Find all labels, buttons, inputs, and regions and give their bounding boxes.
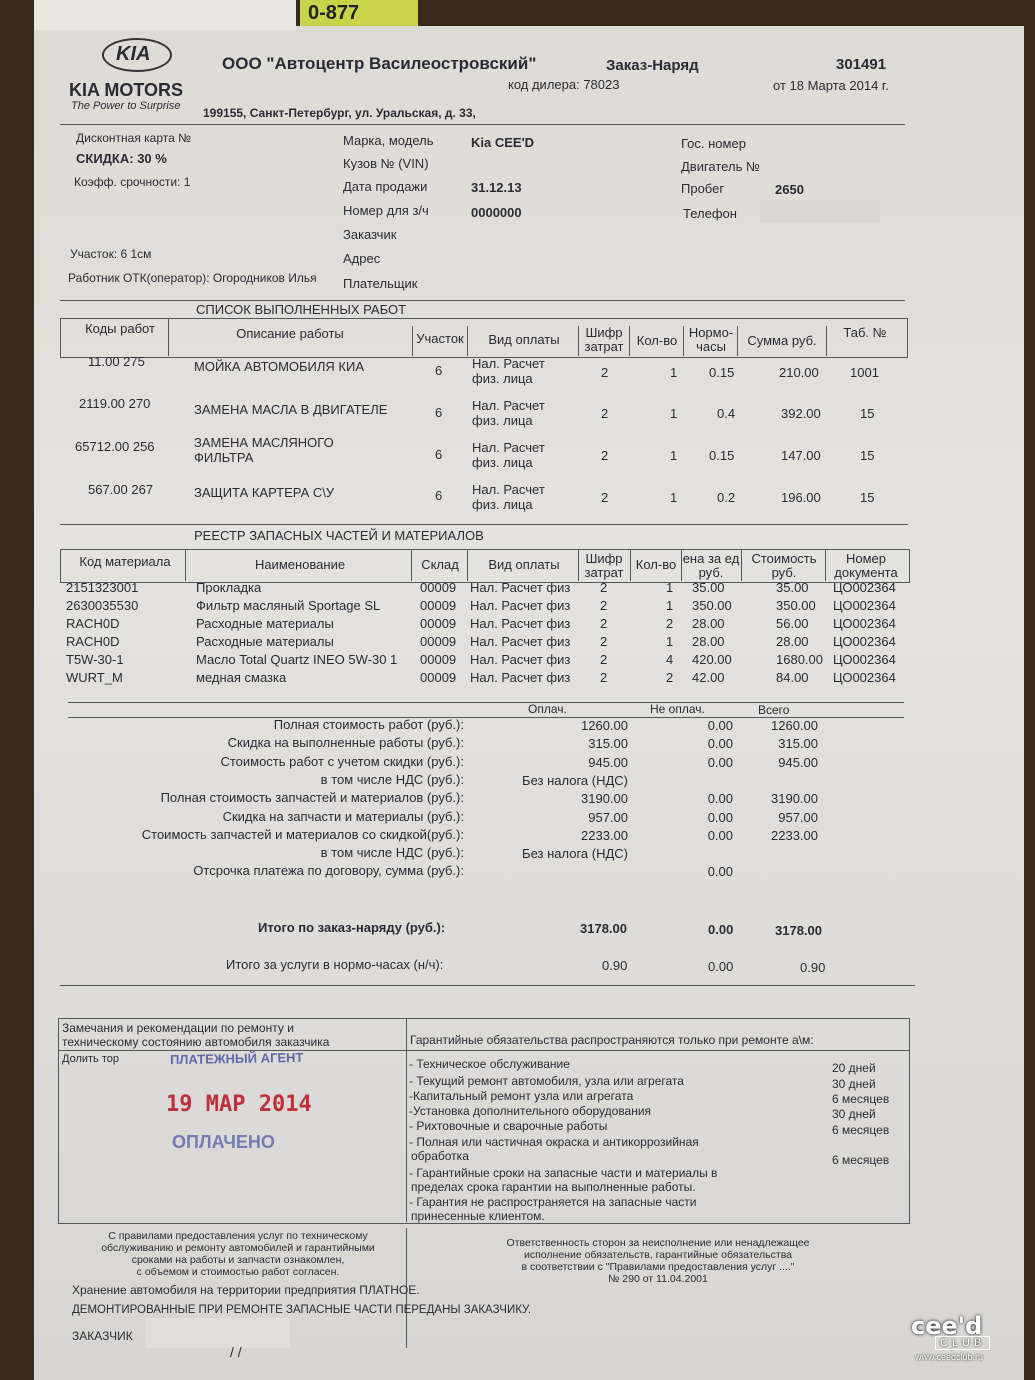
address-label: Адрес <box>343 251 381 266</box>
warranty-item-text2: принесенные клиентом. <box>411 1209 545 1223</box>
document-type: Заказ-Наряд <box>606 57 699 74</box>
totals-col-unpaid: Не оплач. <box>650 702 705 716</box>
totals-paid: Без налога (НДС) <box>522 772 628 788</box>
stamp-paid: ОПЛАЧЕНО <box>172 1132 275 1152</box>
totals-all: 2233.00 <box>771 827 818 843</box>
parts-cell-cost: 84.00 <box>776 670 809 685</box>
parts-cell-code: WURT_M <box>66 670 123 685</box>
parts-cell-cost: 35.00 <box>776 580 809 595</box>
parts-cell-price: 28.00 <box>692 634 725 649</box>
grand-total-unpaid: 0.00 <box>708 922 734 937</box>
parts-cell-doc: ЦО002364 <box>833 634 896 649</box>
club-url: www.ceedclub.ru <box>915 1352 984 1362</box>
footer-right-line: № 290 от 11.04.2001 <box>608 1273 708 1285</box>
totals-label: в том числе НДС (руб.): <box>320 845 464 861</box>
parts-cell-qty: 1 <box>666 634 674 649</box>
parts-col-cost: Стоимость руб. <box>751 551 817 580</box>
parts-cell-price: 420.00 <box>692 652 732 667</box>
totals-paid: 2233.00 <box>581 827 628 843</box>
parts-cell-cipher: 2 <box>600 616 608 631</box>
warranty-term: 30 дней <box>832 1077 876 1091</box>
parts-col-cipher: Шифр затрат <box>584 551 624 580</box>
grand-total-paid: 3178.00 <box>580 921 627 936</box>
make-label: Марка, модель <box>343 133 434 148</box>
parts-cell-qty: 2 <box>666 670 674 685</box>
parts-col-store: Склад <box>421 557 459 572</box>
document-number: 301491 <box>836 56 887 73</box>
ceed-logo: cee'd <box>911 1312 983 1340</box>
works-col-desc: Описание работы <box>236 326 344 341</box>
parts-cell-doc: ЦО002364 <box>833 598 896 613</box>
parts-cell-code: 2151323001 <box>66 580 139 595</box>
parts-cell-name: Расходные материалы <box>196 634 334 649</box>
parts-cell-price: 35.00 <box>692 580 725 595</box>
hours-total-label: Итого за услуги в нормо-часах (н/ч): <box>226 957 444 972</box>
totals-unpaid: 0.00 <box>707 718 733 733</box>
warranty-item-text: -Установка дополнительного оборудования <box>409 1104 652 1118</box>
dismantled-note: ДЕМОНТИРОВАННЫЕ ПРИ РЕМОНТЕ ЗАПАСНЫЕ ЧАСТИ ПЕРЕДАНЫ ЗАКАЗЧИКУ. <box>72 1304 532 1316</box>
grand-total-label: Итого по заказ-наряду (руб.): <box>258 920 446 935</box>
parts-cell-pay: Нал. Расчет физ <box>470 652 571 667</box>
parts-cell-pay: Нал. Расчет физ <box>470 616 571 631</box>
parts-cell-code: RACH0D <box>66 634 120 649</box>
parts-cell-cost: 28.00 <box>776 634 809 649</box>
parts-cell-store: 00009 <box>420 670 457 685</box>
customer-label: Заказчик <box>343 227 397 242</box>
parts-col-name: Наименование <box>254 557 346 572</box>
storage-note: Хранение автомобиля на территории предприятия ПЛАТНОЕ. <box>72 1283 420 1297</box>
sale-date-value: 31.12.13 <box>471 180 522 195</box>
works-top-line <box>60 300 905 301</box>
company-address: 199155, Санкт-Петербург, ул. Уральская, д. 33, <box>203 106 476 120</box>
footer-right-note <box>458 1237 858 1285</box>
kia-logo <box>102 38 172 72</box>
hours-total-all: 0.90 <box>800 960 826 975</box>
mileage-label: Пробег <box>681 181 725 196</box>
totals-label: Стоимость запчастей и материалов со скидкой(руб.): <box>141 826 464 842</box>
totals-unpaid: 0.00 <box>707 791 733 807</box>
parts-cell-doc: ЦО002364 <box>833 652 896 667</box>
warranty-item-text: -Капитальный ремонт узла или агрегата <box>409 1089 634 1103</box>
brand-name: KIA MOTORS <box>69 80 184 100</box>
parts-cell-store: 00009 <box>420 616 457 631</box>
parts-cell-cost: 1680.00 <box>776 652 823 667</box>
totals-bottom-line <box>60 985 915 986</box>
totals-label: Полная стоимость работ (руб.): <box>273 717 464 732</box>
work-section: Участок: 6 1см <box>70 247 152 261</box>
ceed-club-watermark <box>905 1312 1023 1366</box>
totals-label: Полная стоимость запчастей и материалов (руб.): <box>160 790 464 806</box>
footer-left-line: обслуживанию и ремонту автомобилей и гарантийными <box>101 1242 375 1254</box>
part-number-label: Номер для з/ч <box>343 203 429 218</box>
mileage-value: 2650 <box>775 182 804 197</box>
works-col-pay: Вид оплаты <box>488 332 560 347</box>
top-left-strip <box>34 0 296 30</box>
totals-paid: 315.00 <box>588 736 628 752</box>
parts-cell-price: 28.00 <box>692 616 725 631</box>
warranty-term: 20 дней <box>832 1061 876 1075</box>
warranty-term: 6 месяцев <box>832 1092 890 1106</box>
footer-right-line: исполнение обязательств, гарантийные обязательства <box>523 1249 792 1261</box>
parts-cell-cost: 56.00 <box>776 616 809 631</box>
plate-label: Гос. номер <box>681 136 746 151</box>
works-col-cipher: Шифр затрат <box>584 325 624 354</box>
parts-cell-store: 00009 <box>420 580 457 595</box>
parts-cell-doc: ЦО002364 <box>833 670 896 685</box>
totals-all: 945.00 <box>778 754 818 770</box>
warranty-item-text: - Полная или частичная окраска и антикоррозийная <box>409 1135 699 1149</box>
parts-cell-name: Фильтр масляный Sportage SL <box>196 598 381 613</box>
works-col-code: Коды работ <box>85 321 155 336</box>
redacted-phone <box>760 200 880 222</box>
totals-label: в том числе НДС (руб.): <box>320 771 464 787</box>
sale-date-label: Дата продажи <box>343 179 428 194</box>
parts-cell-pay: Нал. Расчет физ <box>470 634 571 649</box>
sticker-number: 0-877 <box>308 2 360 24</box>
works-col-sect: Участок <box>416 331 464 346</box>
parts-cell-cipher: 2 <box>600 580 608 595</box>
parts-cell-code: 2630035530 <box>66 598 139 613</box>
urgency-coef: Коэфф. срочности: 1 <box>74 175 191 189</box>
parts-cell-doc: ЦО002364 <box>833 580 896 595</box>
signature-slash: / / <box>230 1344 242 1360</box>
payer-label: Плательщик <box>343 276 418 291</box>
parts-cell-price: 42.00 <box>692 670 725 685</box>
totals-all: 957.00 <box>778 809 818 825</box>
parts-cell-store: 00009 <box>420 598 457 613</box>
parts-col-price: ена за ед руб. <box>682 551 740 580</box>
totals-paid: 957.00 <box>588 809 628 825</box>
parts-cell-name: Расходные материалы <box>196 616 334 631</box>
parts-col-doc: Номер документа <box>834 551 898 580</box>
parts-cell-pay: Нал. Расчет физ <box>470 598 571 613</box>
totals-all: 315.00 <box>778 736 818 752</box>
parts-cell-store: 00009 <box>420 652 457 667</box>
parts-cell-cipher: 2 <box>600 652 608 667</box>
brand-slogan: The Power to Surprise <box>71 100 181 112</box>
part-number-value: 0000000 <box>471 205 522 220</box>
grand-total-all: 3178.00 <box>775 923 822 938</box>
header-divider <box>60 124 905 125</box>
parts-top-line <box>60 524 908 525</box>
parts-col-pay: Вид оплаты <box>488 557 560 572</box>
parts-cell-qty: 1 <box>666 598 674 613</box>
totals-label: Отсрочка платежа по договору, сумма (руб.): <box>193 863 464 879</box>
company-name: ООО "Автоцентр Василеостровский" <box>222 54 537 73</box>
parts-title: РЕЕСТР ЗАПАСНЫХ ЧАСТЕЙ И МАТЕРИАЛОВ <box>194 528 484 543</box>
warranty-item-text: - Текущий ремонт автомобиля, узла или агрегата <box>409 1074 684 1088</box>
totals-unpaid: 0.00 <box>707 754 733 770</box>
parts-cell-name: медная смазка <box>196 670 287 685</box>
totals-unpaid: 0.00 <box>707 827 733 843</box>
parts-cell-store: 00009 <box>420 634 457 649</box>
parts-cell-code: T5W-30-1 <box>66 652 124 667</box>
remarks-title-1: Замечания и рекомендации по ремонту и <box>62 1021 294 1035</box>
remarks-sub: Долить тор <box>62 1053 119 1065</box>
warranty-item-text: - Техническое обслуживание <box>409 1057 570 1071</box>
totals-label: Скидка на запчасти и материалы (руб.): <box>222 808 464 824</box>
parts-cell-pay: Нал. Расчет физ <box>470 580 571 595</box>
parts-cell-name: Масло Total Quartz INEO 5W-30 1 <box>196 652 398 667</box>
parts-cell-pay: Нал. Расчет физ <box>470 670 571 685</box>
warranty-item-text2: обработка <box>411 1149 469 1163</box>
hours-total-paid: 0.90 <box>602 958 628 973</box>
parts-cell-cipher: 2 <box>600 670 608 685</box>
totals-all: 1260.00 <box>771 718 818 733</box>
discount-card-label: Дисконтная карта № <box>76 131 191 145</box>
parts-cell-doc: ЦО002364 <box>833 616 896 631</box>
footer-left-line: сроками на работы и запчасти ознакомлен, <box>131 1254 345 1266</box>
totals-label: Стоимость работ с учетом скидки (руб.): <box>220 753 464 769</box>
parts-cell-cost: 350.00 <box>776 598 816 613</box>
parts-cell-price: 350.00 <box>692 598 732 613</box>
totals-unpaid: 0.00 <box>707 809 733 825</box>
totals-col-all: Всего <box>758 703 790 717</box>
totals-col-paid: Оплач. <box>528 702 567 716</box>
parts-cell-cipher: 2 <box>600 598 608 613</box>
works-col-qty: Кол-во <box>636 333 678 348</box>
redacted-customer <box>145 1318 290 1348</box>
footer-left-line: с объемом и стоимостью работ согласен. <box>136 1266 340 1278</box>
stamp-agent: ПЛАТЕЖНЫЙ АГЕНТ <box>169 1049 304 1068</box>
phone-label: Телефон <box>683 206 737 221</box>
footer-left-note <box>68 1230 408 1278</box>
footer-right-line: в соответствии с "Правилами предоставления услуг ...." <box>521 1261 795 1273</box>
kia-logo-text: KIA <box>116 43 151 65</box>
parts-cell-cipher: 2 <box>600 634 608 649</box>
works-title: СПИСОК ВЫПОЛНЕННЫХ РАБОТ <box>196 302 407 317</box>
customer-signature-label: ЗАКАЗЧИК <box>72 1329 133 1343</box>
hours-total-unpaid: 0.00 <box>708 959 734 974</box>
engine-label: Двигатель № <box>681 159 760 174</box>
club-label: CLUB <box>935 1336 990 1350</box>
operator: Работник ОТК(оператор): Огородников Илья <box>68 271 317 285</box>
dealer-code: код дилера: 78023 <box>508 77 620 92</box>
totals-paid: 1260.00 <box>581 718 628 733</box>
warranty-item-text: - Гарантия не распространяется на запасные части <box>409 1195 697 1209</box>
warranty-term: 6 месяцев <box>832 1153 890 1167</box>
works-col-hours: Нормо-часы <box>688 325 734 354</box>
document-date: от 18 Марта 2014 г. <box>773 78 889 93</box>
discount-value: СКИДКА: 30 % <box>76 151 167 166</box>
totals-paid: 3190.00 <box>581 791 628 807</box>
footer-left-line: С правилами предоставления услуг по техническому <box>108 1230 368 1242</box>
totals-unpaid: 0.00 <box>707 864 733 880</box>
totals-unpaid: 0.00 <box>707 736 733 752</box>
make-value: Kia CEE'D <box>471 135 535 150</box>
totals-paid: 945.00 <box>588 754 628 770</box>
parts-cell-qty: 2 <box>666 616 674 631</box>
parts-col-qty: Кол-во <box>635 557 677 572</box>
warranty-item-text2: пределах срока гарантии на выполненные работы. <box>411 1180 696 1194</box>
works-col-sum: Сумма руб. <box>747 333 817 348</box>
parts-cell-name: Прокладка <box>196 580 262 595</box>
warranty-term: 6 месяцев <box>832 1123 890 1137</box>
parts-cell-qty: 4 <box>666 652 674 667</box>
stamp-date: 19 MAP 2014 <box>166 1092 312 1117</box>
vin-label: Кузов № (VIN) <box>343 156 429 171</box>
warranty-item-text: - Гарантийные сроки на запасные части и материалы в <box>409 1166 718 1180</box>
parts-col-code: Код материала <box>79 554 171 569</box>
works-col-tab: Таб. № <box>843 325 887 340</box>
totals-paid: Без налога (НДС) <box>522 846 628 862</box>
remarks-title-2: техническому состоянию автомобиля заказчика <box>62 1035 330 1049</box>
footer-right-line: Ответственность сторон за неисполнение или ненадлежащее <box>506 1237 810 1249</box>
warranty-item-text: - Рихтовочные и сварочные работы <box>409 1119 608 1133</box>
totals-all: 3190.00 <box>771 791 818 807</box>
warranty-term: 30 дней <box>832 1107 876 1121</box>
warranty-title: Гарантийные обязательства распространяются только при ремонте а\м: <box>410 1033 814 1047</box>
totals-label: Скидка на выполненные работы (руб.): <box>227 735 464 751</box>
parts-cell-code: RACH0D <box>66 616 120 631</box>
parts-cell-qty: 1 <box>666 580 674 595</box>
